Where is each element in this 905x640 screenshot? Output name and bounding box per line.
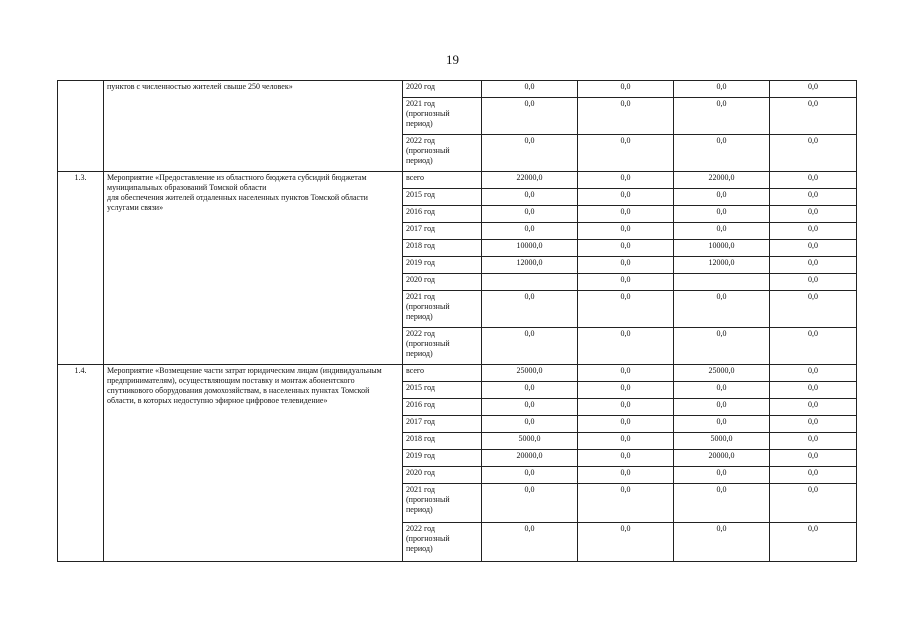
value-cell: 0,0 bbox=[770, 399, 857, 416]
value-cell: 20000,0 bbox=[674, 450, 770, 467]
value-cell: 0,0 bbox=[482, 467, 578, 484]
value-cell: 0,0 bbox=[578, 81, 674, 98]
value-cell: 0,0 bbox=[578, 416, 674, 433]
value-cell: 0,0 bbox=[770, 365, 857, 382]
period-cell: 2020 год bbox=[403, 81, 482, 98]
value-cell: 0,0 bbox=[674, 399, 770, 416]
value-cell: 0,0 bbox=[578, 523, 674, 562]
value-cell: 0,0 bbox=[770, 172, 857, 189]
value-cell: 0,0 bbox=[770, 206, 857, 223]
value-cell: 22000,0 bbox=[674, 172, 770, 189]
value-cell: 0,0 bbox=[770, 484, 857, 523]
value-cell: 0,0 bbox=[770, 257, 857, 274]
budget-table-body bbox=[58, 81, 857, 562]
value-cell: 5000,0 bbox=[674, 433, 770, 450]
budget-table bbox=[57, 80, 857, 562]
value-cell: 0,0 bbox=[578, 206, 674, 223]
value-cell: 0,0 bbox=[482, 135, 578, 172]
value-cell: 0,0 bbox=[674, 484, 770, 523]
value-cell: 0,0 bbox=[770, 450, 857, 467]
value-cell: 0,0 bbox=[578, 399, 674, 416]
period-cell: 2015 год bbox=[403, 189, 482, 206]
value-cell: 0,0 bbox=[482, 206, 578, 223]
item-number: 1.3. bbox=[58, 172, 104, 365]
period-cell: всего bbox=[403, 365, 482, 382]
value-cell: 0,0 bbox=[482, 189, 578, 206]
value-cell: 12000,0 bbox=[482, 257, 578, 274]
period-cell: 2022 год (прогнозный период) bbox=[403, 135, 482, 172]
value-cell: 0,0 bbox=[482, 98, 578, 135]
value-cell: 0,0 bbox=[578, 98, 674, 135]
value-cell: 0,0 bbox=[578, 240, 674, 257]
value-cell: 10000,0 bbox=[482, 240, 578, 257]
value-cell: 0,0 bbox=[482, 382, 578, 399]
value-cell: 0,0 bbox=[674, 523, 770, 562]
value-cell: 0,0 bbox=[770, 291, 857, 328]
period-cell: 2018 год bbox=[403, 433, 482, 450]
value-cell: 0,0 bbox=[482, 328, 578, 365]
value-cell: 0,0 bbox=[578, 382, 674, 399]
value-cell bbox=[674, 274, 770, 291]
period-cell: 2021 год (прогнозный период) bbox=[403, 98, 482, 135]
period-cell: 2020 год bbox=[403, 467, 482, 484]
value-cell: 0,0 bbox=[482, 81, 578, 98]
value-cell: 25000,0 bbox=[482, 365, 578, 382]
value-cell: 22000,0 bbox=[482, 172, 578, 189]
value-cell: 0,0 bbox=[770, 135, 857, 172]
value-cell: 0,0 bbox=[578, 291, 674, 328]
value-cell: 0,0 bbox=[674, 328, 770, 365]
value-cell: 0,0 bbox=[770, 189, 857, 206]
table-row bbox=[58, 81, 857, 98]
value-cell: 0,0 bbox=[674, 135, 770, 172]
period-cell: 2017 год bbox=[403, 223, 482, 240]
value-cell bbox=[482, 274, 578, 291]
table-row bbox=[58, 172, 857, 189]
value-cell: 0,0 bbox=[482, 223, 578, 240]
value-cell: 0,0 bbox=[578, 189, 674, 206]
value-cell: 0,0 bbox=[578, 172, 674, 189]
item-name: Мероприятие «Предоставление из областного бюджета субсидий бюджетам муниципальных образований Томской области для обеспечения жителей отдаленных населенных пунктов Томской области услугами связи» bbox=[104, 172, 403, 365]
value-cell: 0,0 bbox=[674, 223, 770, 240]
value-cell: 0,0 bbox=[770, 416, 857, 433]
value-cell: 0,0 bbox=[482, 484, 578, 523]
item-name: пунктов с численностью жителей свыше 250 человек» bbox=[104, 81, 403, 172]
value-cell: 0,0 bbox=[770, 223, 857, 240]
period-cell: всего bbox=[403, 172, 482, 189]
value-cell: 0,0 bbox=[674, 467, 770, 484]
item-number bbox=[58, 81, 104, 172]
period-cell: 2015 год bbox=[403, 382, 482, 399]
value-cell: 0,0 bbox=[770, 328, 857, 365]
item-name: Мероприятие «Возмещение части затрат юридическим лицам (индивидуальным предпринимателям), осуществляющим поставку и монтаж абонентского спутникового оборудования домохозяйствам, в населенных пунктах Томской области, в которых недоступно эфирное цифровое телевидение» bbox=[104, 365, 403, 562]
period-cell: 2016 год bbox=[403, 206, 482, 223]
period-cell: 2018 год bbox=[403, 240, 482, 257]
value-cell: 0,0 bbox=[770, 467, 857, 484]
value-cell: 0,0 bbox=[578, 257, 674, 274]
value-cell: 0,0 bbox=[674, 81, 770, 98]
period-cell: 2022 год (прогнозный период) bbox=[403, 328, 482, 365]
value-cell: 0,0 bbox=[674, 98, 770, 135]
period-cell: 2021 год (прогнозный период) bbox=[403, 291, 482, 328]
value-cell: 0,0 bbox=[578, 467, 674, 484]
value-cell: 10000,0 bbox=[674, 240, 770, 257]
period-cell: 2019 год bbox=[403, 257, 482, 274]
value-cell: 0,0 bbox=[770, 98, 857, 135]
period-cell: 2017 год bbox=[403, 416, 482, 433]
value-cell: 0,0 bbox=[770, 81, 857, 98]
item-number: 1.4. bbox=[58, 365, 104, 562]
value-cell: 0,0 bbox=[770, 240, 857, 257]
value-cell: 0,0 bbox=[770, 274, 857, 291]
value-cell: 0,0 bbox=[578, 274, 674, 291]
value-cell: 0,0 bbox=[578, 484, 674, 523]
value-cell: 0,0 bbox=[482, 416, 578, 433]
value-cell: 0,0 bbox=[578, 450, 674, 467]
value-cell: 20000,0 bbox=[482, 450, 578, 467]
value-cell: 0,0 bbox=[578, 328, 674, 365]
value-cell: 0,0 bbox=[578, 365, 674, 382]
value-cell: 0,0 bbox=[578, 433, 674, 450]
value-cell: 0,0 bbox=[482, 523, 578, 562]
value-cell: 0,0 bbox=[482, 399, 578, 416]
value-cell: 0,0 bbox=[674, 206, 770, 223]
period-cell: 2019 год bbox=[403, 450, 482, 467]
value-cell: 0,0 bbox=[578, 223, 674, 240]
page-number: 19 bbox=[446, 52, 459, 67]
period-cell: 2016 год bbox=[403, 399, 482, 416]
period-cell: 2021 год (прогнозный период) bbox=[403, 484, 482, 523]
table-row bbox=[58, 365, 857, 382]
value-cell: 0,0 bbox=[674, 416, 770, 433]
value-cell: 0,0 bbox=[578, 135, 674, 172]
value-cell: 0,0 bbox=[674, 291, 770, 328]
value-cell: 0,0 bbox=[770, 433, 857, 450]
value-cell: 0,0 bbox=[770, 523, 857, 562]
value-cell: 0,0 bbox=[674, 382, 770, 399]
period-cell: 2022 год (прогнозный период) bbox=[403, 523, 482, 562]
value-cell: 0,0 bbox=[482, 291, 578, 328]
value-cell: 5000,0 bbox=[482, 433, 578, 450]
value-cell: 0,0 bbox=[770, 382, 857, 399]
value-cell: 12000,0 bbox=[674, 257, 770, 274]
value-cell: 25000,0 bbox=[674, 365, 770, 382]
period-cell: 2020 год bbox=[403, 274, 482, 291]
value-cell: 0,0 bbox=[674, 189, 770, 206]
